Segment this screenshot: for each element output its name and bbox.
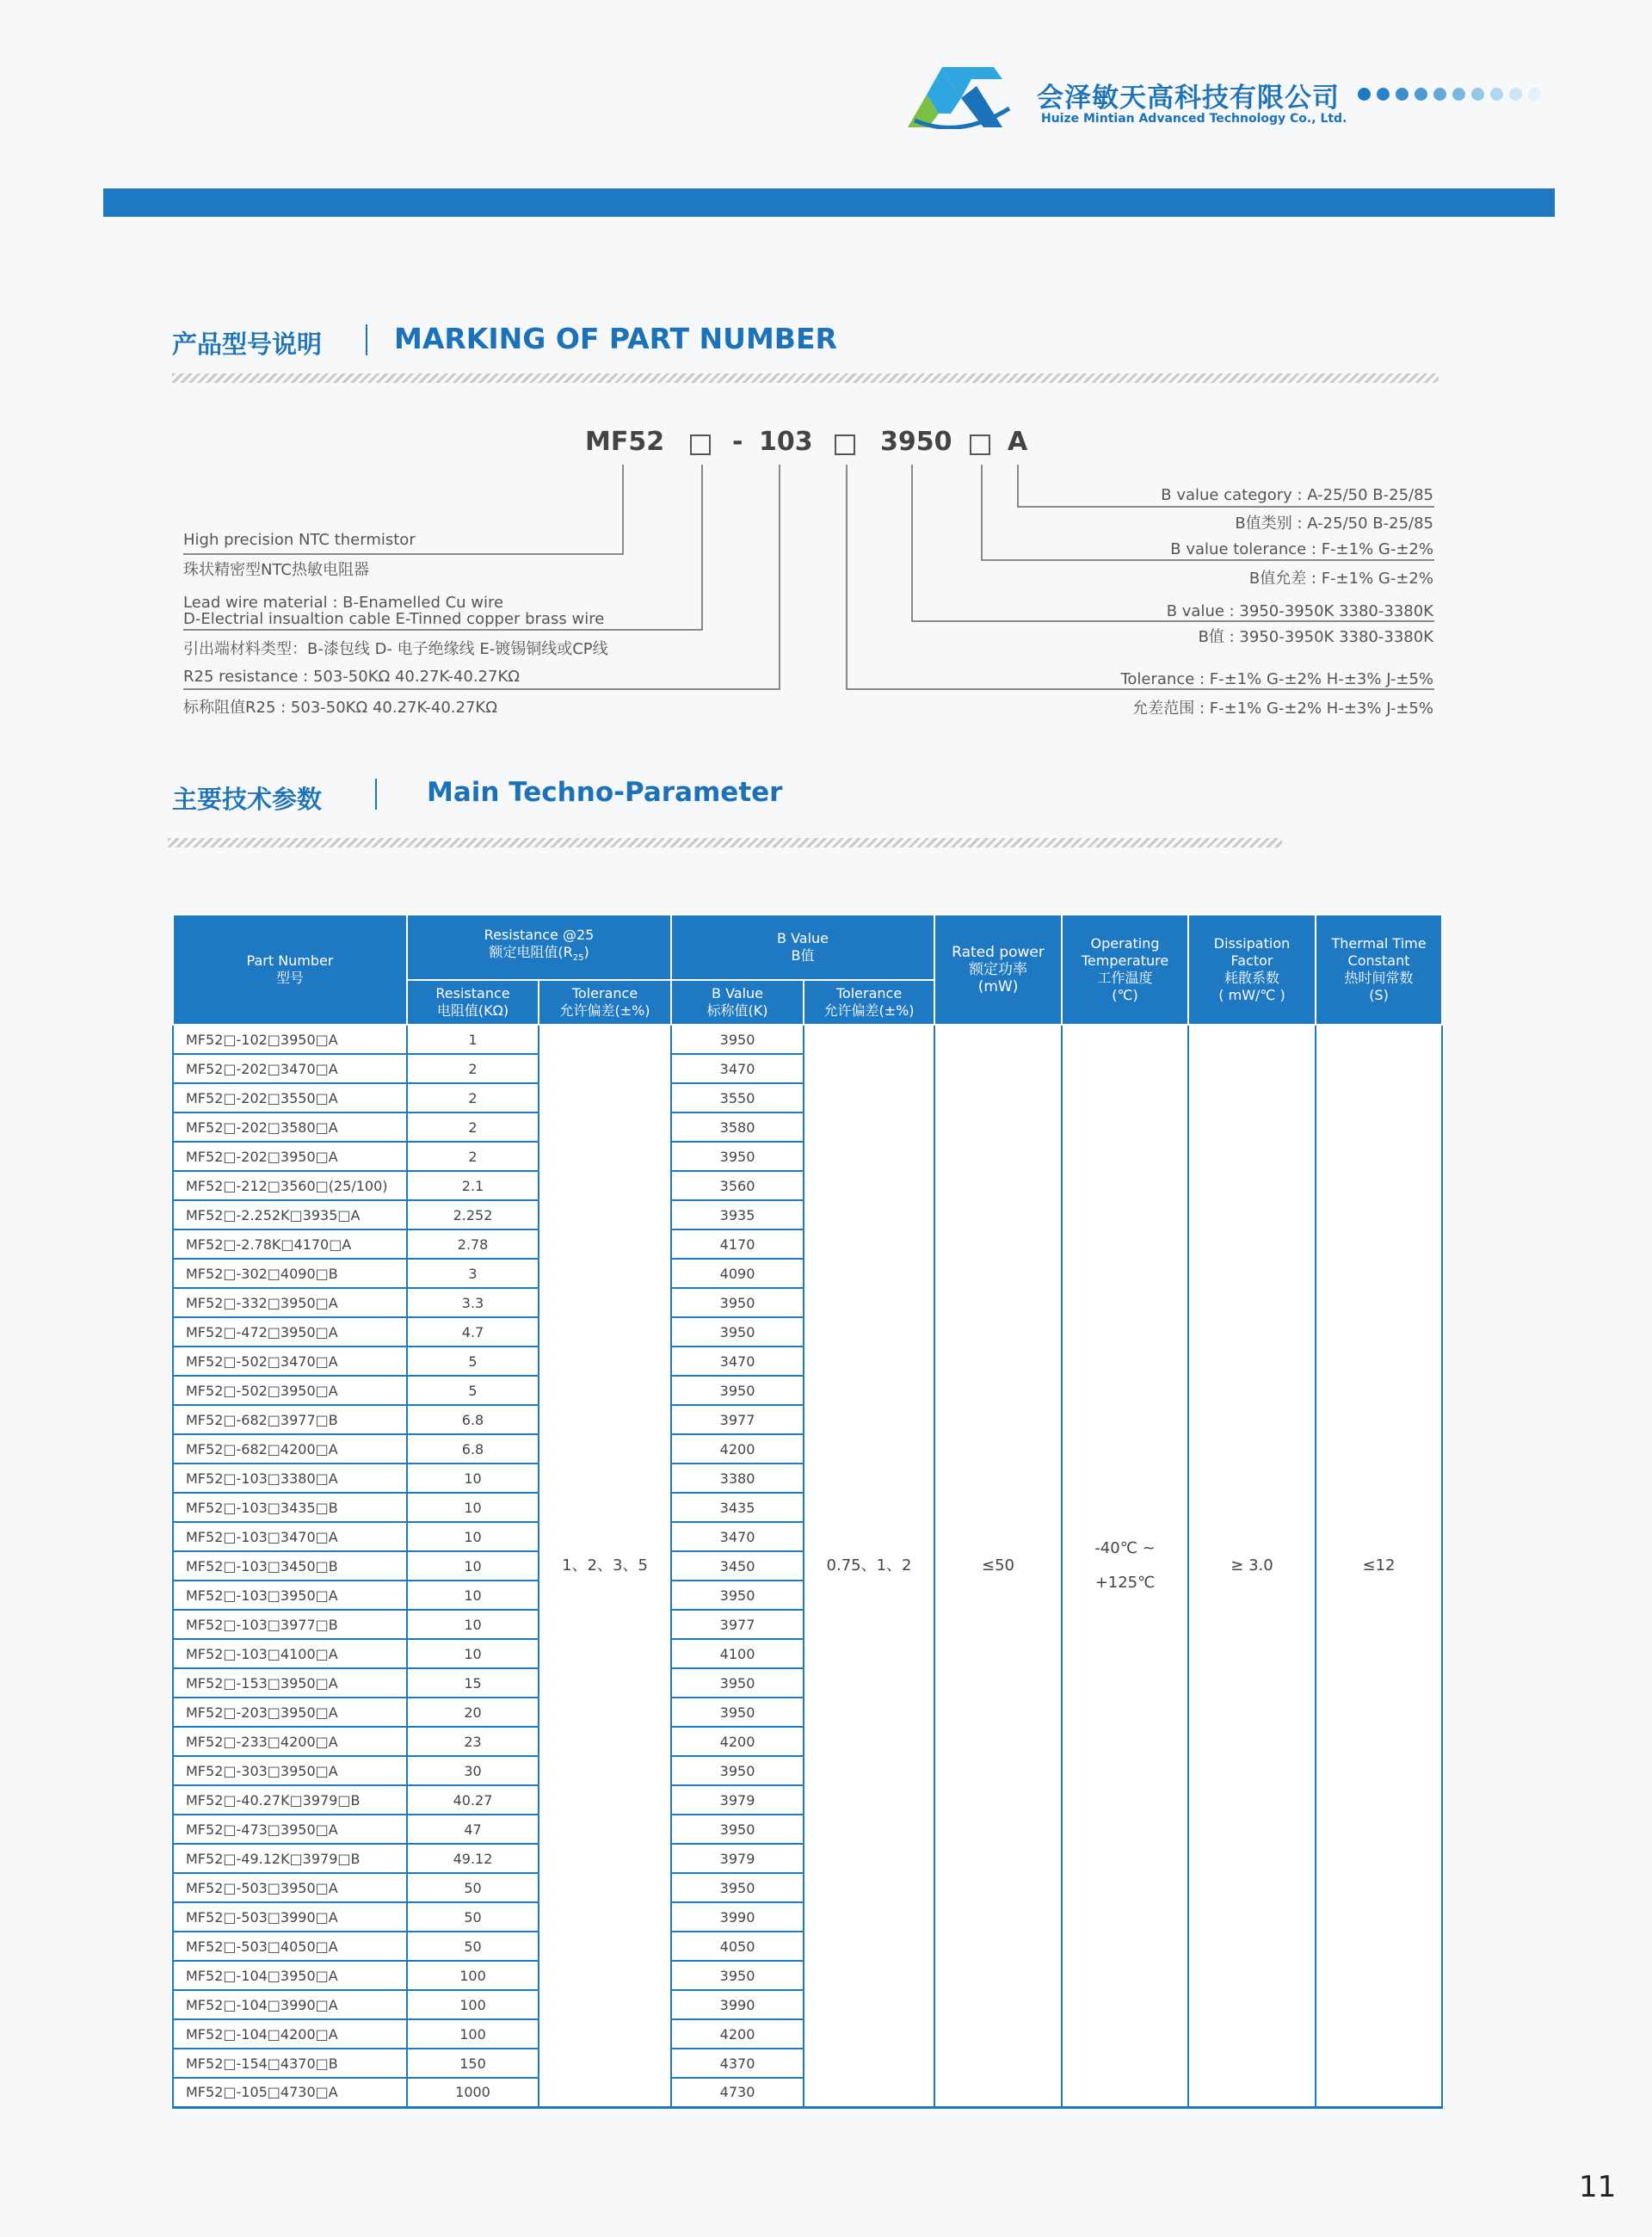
cell-bvalue: 3979 <box>671 1785 804 1815</box>
note-ntc-cn: 珠状精密型NTC热敏电阻器 <box>183 561 369 579</box>
cell-part-number: MF52□-2.252K□3935□A <box>173 1200 407 1229</box>
cell-bvalue: 3950 <box>671 1581 804 1610</box>
cell-bvalue: 3560 <box>671 1171 804 1200</box>
cell-part-number: MF52□-104□4200□A <box>173 2019 407 2049</box>
cell-dissipation-text: ≥ 3.0 <box>1230 1556 1273 1575</box>
parameter-table-wrap <box>172 914 1441 2109</box>
note-r25-cn: 标称阻值R25 : 503-50KΩ 40.27K-40.27KΩ <box>183 699 497 717</box>
cell-bvalue: 3950 <box>671 1668 804 1698</box>
cell-resistance: 47 <box>407 1815 539 1844</box>
cell-part-number: MF52□-502□3470□A <box>173 1347 407 1376</box>
col-res-tolerance: Tolerance 允许偏差(±%) <box>539 980 671 1025</box>
cell-bvalue: 3977 <box>671 1610 804 1639</box>
cell-part-number: MF52□-502□3950□A <box>173 1376 407 1405</box>
cell-bvalue: 3950 <box>671 1873 804 1902</box>
cell-resistance: 49.12 <box>407 1844 539 1873</box>
cell-part-number: MF52□-303□3950□A <box>173 1756 407 1785</box>
cell-resistance: 2.1 <box>407 1171 539 1200</box>
marking-title-cn: 产品型号说明 <box>172 330 323 359</box>
cell-bvalue: 4200 <box>671 1434 804 1464</box>
cell-resistance: 3.3 <box>407 1288 539 1317</box>
cell-bvalue: 3950 <box>671 1815 804 1844</box>
cell-resistance: 23 <box>407 1727 539 1756</box>
part-bvalue: 3950 <box>880 427 952 457</box>
cell-resistance: 2 <box>407 1142 539 1171</box>
cell-resistance: 10 <box>407 1639 539 1668</box>
cell-part-number: MF52□-103□3950□A <box>173 1581 407 1610</box>
title-separator <box>366 324 367 355</box>
cell-resistance: 1000 <box>407 2078 539 2107</box>
note-bcat-cn: B值类别 : A-25/50 B-25/85 <box>1235 515 1433 533</box>
cell-part-number: MF52□-503□3950□A <box>173 1873 407 1902</box>
cell-dissipation <box>1188 1025 1316 2107</box>
cell-op-temp-text: -40℃ ~ <box>1094 1538 1156 1557</box>
cell-part-number: MF52□-103□3977□B <box>173 1610 407 1639</box>
cell-part-number: MF52□-103□3450□B <box>173 1551 407 1581</box>
cell-bvalue: 3950 <box>671 1142 804 1171</box>
cell-part-number: MF52□-472□3950□A <box>173 1317 407 1347</box>
cell-resistance: 40.27 <box>407 1785 539 1815</box>
cell-part-number: MF52□-104□3950□A <box>173 1961 407 1990</box>
cell-bvalue: 3450 <box>671 1551 804 1581</box>
cell-part-number: MF52□-682□3977□B <box>173 1405 407 1434</box>
cell-resistance: 150 <box>407 2049 539 2078</box>
parameter-table-body <box>173 1025 1442 2107</box>
note-btol-en: B value tolerance : F-±1% G-±2% <box>1170 540 1433 558</box>
cell-part-number: MF52□-103□3470□A <box>173 1522 407 1551</box>
cell-bvalue: 4200 <box>671 2019 804 2049</box>
cell-resistance: 2.78 <box>407 1229 539 1259</box>
col-b-tolerance: Tolerance 允许偏差(±%) <box>804 980 934 1025</box>
cell-part-number: MF52□-103□3380□A <box>173 1464 407 1493</box>
cell-part-number: MF52□-103□3435□B <box>173 1493 407 1522</box>
cell-resistance: 100 <box>407 2019 539 2049</box>
hatch-divider <box>172 373 1439 383</box>
cell-resistance: 1 <box>407 1025 539 1054</box>
cell-resistance: 10 <box>407 1581 539 1610</box>
cell-bvalue: 4730 <box>671 2078 804 2107</box>
cell-rated-power <box>934 1025 1062 2107</box>
cell-part-number: MF52□-49.12K□3979□B <box>173 1844 407 1873</box>
cell-bvalue: 3950 <box>671 1756 804 1785</box>
cell-bvalue: 3435 <box>671 1493 804 1522</box>
resistance-group-sub: 25 <box>572 953 584 964</box>
cell-thermal <box>1316 1025 1442 2107</box>
col-dissipation: Dissipation Factor 耗散系数 ( mW/℃ ) <box>1188 915 1316 1025</box>
cell-bvalue: 4200 <box>671 1727 804 1756</box>
cell-bvalue: 3977 <box>671 1405 804 1434</box>
cell-resistance: 2 <box>407 1083 539 1112</box>
cell-resistance: 15 <box>407 1668 539 1698</box>
table-row <box>173 1025 1442 1054</box>
part-prefix: MF52 <box>585 427 665 457</box>
part-box-3 <box>970 434 990 455</box>
part-resistance: 103 <box>759 427 813 457</box>
cell-bvalue: 4090 <box>671 1259 804 1288</box>
cell-bvalue: 3990 <box>671 1902 804 1932</box>
part-dash: - <box>732 427 743 457</box>
cell-bvalue: 3950 <box>671 1698 804 1727</box>
cell-b-tolerance-text: 0.75、1、2 <box>826 1556 912 1575</box>
part-category: A <box>1008 427 1028 457</box>
company-logo <box>908 60 1011 129</box>
cell-resistance: 10 <box>407 1464 539 1493</box>
cell-part-number: MF52□-473□3950□A <box>173 1815 407 1844</box>
cell-bvalue: 3380 <box>671 1464 804 1493</box>
note-bval-en: B value : 3950-3950K 3380-3380K <box>1166 602 1433 620</box>
cell-bvalue: 3950 <box>671 1961 804 1990</box>
cell-part-number: MF52□-104□3990□A <box>173 1990 407 2019</box>
part-box-1 <box>690 434 711 455</box>
note-tol-cn: 允差范围 : F-±1% G-±2% H-±3% J-±5% <box>1132 699 1433 718</box>
cell-bvalue: 3950 <box>671 1376 804 1405</box>
cell-part-number: MF52□-302□4090□B <box>173 1259 407 1288</box>
cell-part-number: MF52□-202□3550□A <box>173 1083 407 1112</box>
cell-bvalue: 3470 <box>671 1522 804 1551</box>
cell-resistance: 10 <box>407 1551 539 1581</box>
col-part-number: Part Number 型号 <box>173 915 407 1025</box>
company-name-en: Huize Mintian Advanced Technology Co., Ltd. <box>1041 112 1347 126</box>
cell-bvalue: 3935 <box>671 1200 804 1229</box>
cell-op-temp-text: +125℃ <box>1094 1573 1156 1592</box>
cell-bvalue: 3550 <box>671 1083 804 1112</box>
cell-bvalue: 3470 <box>671 1347 804 1376</box>
cell-resistance: 2 <box>407 1054 539 1083</box>
cell-bvalue: 3470 <box>671 1054 804 1083</box>
cell-bvalue: 3950 <box>671 1288 804 1317</box>
cell-part-number: MF52□-103□4100□A <box>173 1639 407 1668</box>
cell-bvalue: 4100 <box>671 1639 804 1668</box>
note-lead-cn: 引出端材料类型：B-漆包线 D- 电子绝缘线 E-镀锡铜线或CP线 <box>183 640 608 658</box>
cell-bvalue: 3950 <box>671 1025 804 1054</box>
cell-part-number: MF52□-233□4200□A <box>173 1727 407 1756</box>
company-name-cn: 会泽敏天高科技有限公司 <box>1037 83 1340 114</box>
cell-resistance: 20 <box>407 1698 539 1727</box>
cell-part-number: MF52□-154□4370□B <box>173 2049 407 2078</box>
cell-part-number: MF52□-40.27K□3979□B <box>173 1785 407 1815</box>
cell-part-number: MF52□-102□3950□A <box>173 1025 407 1054</box>
col-op-temp: Operating Temperature 工作温度 (℃) <box>1062 915 1188 1025</box>
note-bcat-en: B value category : A-25/50 B-25/85 <box>1161 486 1433 504</box>
cell-bvalue: 4170 <box>671 1229 804 1259</box>
cell-part-number: MF52□-202□3470□A <box>173 1054 407 1083</box>
part-box-2 <box>835 434 855 455</box>
cell-resistance: 3 <box>407 1259 539 1288</box>
header-bar <box>103 188 1555 217</box>
hatch-divider <box>168 838 1282 847</box>
cell-bvalue: 3990 <box>671 1990 804 2019</box>
cell-part-number: MF52□-332□3950□A <box>173 1288 407 1317</box>
cell-resistance: 10 <box>407 1610 539 1639</box>
cell-res-tolerance <box>539 1025 671 2107</box>
cell-resistance: 50 <box>407 1932 539 1961</box>
cell-part-number: MF52□-503□4050□A <box>173 1932 407 1961</box>
cell-resistance: 30 <box>407 1756 539 1785</box>
cell-part-number: MF52□-2.78K□4170□A <box>173 1229 407 1259</box>
cell-rated-power-text: ≤50 <box>982 1556 1015 1575</box>
cell-resistance: 100 <box>407 1990 539 2019</box>
cell-bvalue: 3580 <box>671 1112 804 1142</box>
note-btol-cn: B值允差 : F-±1% G-±2% <box>1248 570 1433 588</box>
cell-resistance: 10 <box>407 1493 539 1522</box>
cell-op-temp <box>1062 1025 1188 2107</box>
note-lead-en: Lead wire material : B-Enamelled Cu wire <box>183 594 504 612</box>
cell-part-number: MF52□-202□3950□A <box>173 1142 407 1171</box>
cell-bvalue: 4050 <box>671 1932 804 1961</box>
page-number: 11 <box>1579 2170 1617 2204</box>
note-lead-en2: D-Electrial insualtion cable E-Tinned copper brass wire <box>183 610 605 628</box>
note-r25-en: R25 resistance : 503-50KΩ 40.27K-40.27KΩ <box>183 668 521 686</box>
resistance-group-label: Resistance @25 额定电阻值(R <box>484 927 595 961</box>
col-bvalue: B Value 标称值(K) <box>671 980 804 1025</box>
note-ntc-en: High precision NTC thermistor <box>183 531 416 549</box>
col-bvalue-group: B Value B值 <box>671 915 934 980</box>
cell-resistance: 2 <box>407 1112 539 1142</box>
cell-thermal-text: ≤12 <box>1362 1556 1396 1575</box>
cell-resistance: 50 <box>407 1873 539 1902</box>
cell-resistance: 4.7 <box>407 1317 539 1347</box>
cell-resistance: 2.252 <box>407 1200 539 1229</box>
note-bval-cn: B值 : 3950-3950K 3380-3380K <box>1198 628 1433 646</box>
cell-resistance: 50 <box>407 1902 539 1932</box>
cell-part-number: MF52□-682□4200□A <box>173 1434 407 1464</box>
marking-title-en: MARKING OF PART NUMBER <box>394 322 837 355</box>
resistance-group-end: ) <box>583 944 589 961</box>
cell-part-number: MF52□-105□4730□A <box>173 2078 407 2107</box>
cell-resistance: 10 <box>407 1522 539 1551</box>
col-thermal: Thermal Time Constant 热时间常数 (S) <box>1316 915 1442 1025</box>
col-rated-power: Rated power 额定功率 (mW) <box>934 915 1062 1025</box>
cell-resistance: 6.8 <box>407 1434 539 1464</box>
cell-bvalue: 3950 <box>671 1317 804 1347</box>
cell-bvalue: 3979 <box>671 1844 804 1873</box>
cell-resistance: 5 <box>407 1347 539 1376</box>
col-resistance-group <box>407 915 671 980</box>
decorative-dots <box>1358 88 1541 101</box>
cell-part-number: MF52□-153□3950□A <box>173 1668 407 1698</box>
note-tol-en: Tolerance : F-±1% G-±2% H-±3% J-±5% <box>1120 670 1433 688</box>
col-resistance: Resistance 电阻值(KΩ) <box>407 980 539 1025</box>
cell-bvalue: 4370 <box>671 2049 804 2078</box>
cell-resistance: 5 <box>407 1376 539 1405</box>
cell-part-number: MF52□-202□3580□A <box>173 1112 407 1142</box>
parameter-table <box>172 914 1443 2109</box>
params-title-cn: 主要技术参数 <box>172 785 323 814</box>
cell-part-number: MF52□-203□3950□A <box>173 1698 407 1727</box>
cell-b-tolerance <box>804 1025 934 2107</box>
params-title-en: Main Techno-Parameter <box>427 777 783 808</box>
cell-part-number: MF52□-503□3990□A <box>173 1902 407 1932</box>
title-separator <box>375 779 377 810</box>
cell-res-tolerance-text: 1、2、3、5 <box>562 1556 648 1575</box>
cell-resistance: 6.8 <box>407 1405 539 1434</box>
cell-part-number: MF52□-212□3560□(25/100) <box>173 1171 407 1200</box>
cell-resistance: 100 <box>407 1961 539 1990</box>
